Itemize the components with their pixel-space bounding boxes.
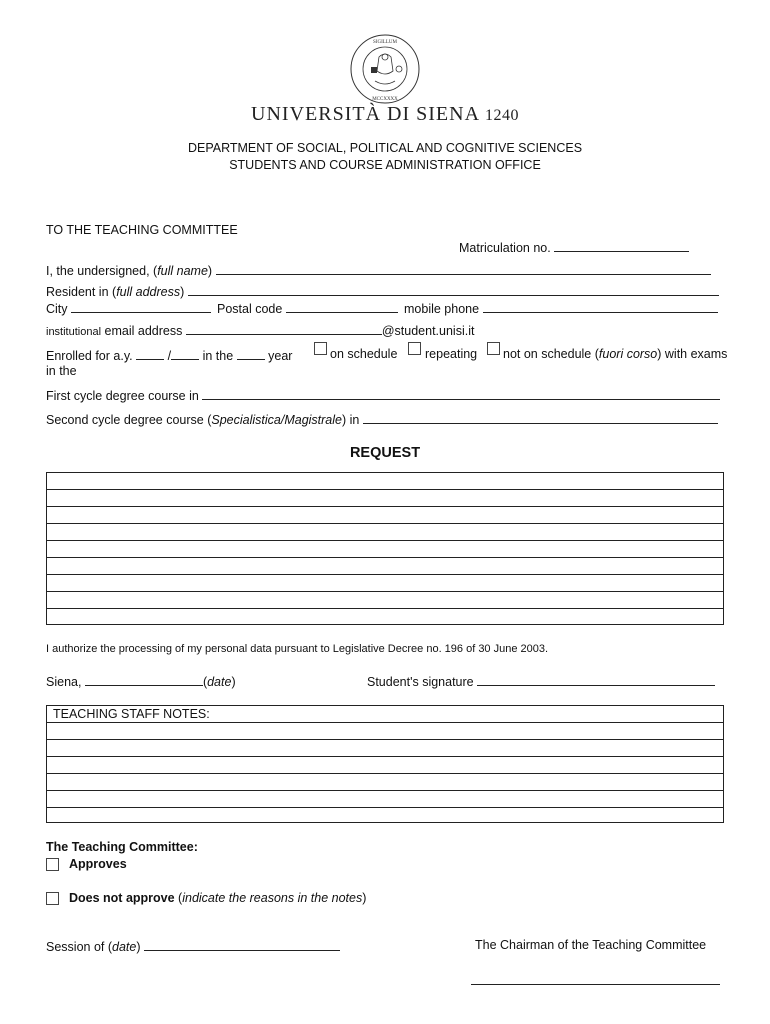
chairman-label: The Chairman of the Teaching Committee — [475, 938, 707, 952]
enrollment-continuation: in the — [46, 364, 77, 378]
office-title: STUDENTS AND COURSE ADMINISTRATION OFFICE — [229, 158, 541, 172]
request-table[interactable] — [46, 472, 724, 625]
first-cycle-field[interactable]: First cycle degree course in — [46, 387, 720, 403]
svg-text:SIGILLUM: SIGILLUM — [373, 40, 397, 45]
data-authorization: I authorize the processing of my personal data pursuant to Legislative Decree no. 196 of 30 June 2003. — [46, 643, 549, 655]
matriculation-field[interactable]: Matriculation no. — [459, 239, 689, 255]
enrollment-field: Enrolled for a.y. / in the year — [46, 349, 293, 363]
chairman-signature-line[interactable] — [471, 972, 720, 985]
session-date-field[interactable]: Session of (date) — [46, 938, 340, 954]
student-signature-field[interactable]: Student's signature — [367, 673, 715, 689]
email-field[interactable]: institutional email address @student.unisi.it — [46, 324, 475, 338]
addressee: TO THE TEACHING COMMITTEE — [46, 223, 238, 237]
department-title: DEPARTMENT OF SOCIAL, POLITICAL AND COGNITIVE SCIENCES — [187, 141, 583, 155]
does-not-approve-label: Does not approve (indicate the reasons in the notes) — [69, 891, 367, 905]
teaching-staff-notes-table[interactable] — [46, 705, 724, 823]
postal-code-field[interactable]: Postal code — [217, 300, 398, 316]
request-title: REQUEST — [349, 445, 421, 461]
on-schedule-checkbox[interactable] — [314, 342, 327, 355]
second-cycle-field[interactable]: Second cycle degree course (Specialistica/Magistrale) in — [46, 411, 718, 427]
university-seal-icon — [349, 33, 421, 105]
approves-label: Approves — [69, 857, 127, 871]
does-not-approve-checkbox[interactable] — [46, 892, 59, 905]
mobile-phone-field[interactable]: mobile phone — [404, 300, 718, 316]
not-on-schedule-checkbox[interactable] — [487, 342, 500, 355]
address-field[interactable]: Resident in (full address) — [46, 283, 719, 299]
repeating-label: repeating — [425, 347, 478, 361]
notes-title: TEACHING STAFF NOTES: — [53, 707, 210, 721]
repeating-checkbox[interactable] — [408, 342, 421, 355]
city-field[interactable]: City — [46, 300, 211, 316]
on-schedule-label: on schedule — [330, 347, 398, 361]
full-name-field[interactable]: I, the undersigned, (full name) — [46, 262, 711, 278]
place-date-field[interactable]: Siena, (date) — [46, 675, 236, 689]
approves-checkbox[interactable] — [46, 858, 59, 871]
committee-title: The Teaching Committee: — [46, 840, 198, 854]
not-on-schedule-label: not on schedule (fuori corso) with exams — [503, 347, 728, 361]
svg-text:MCCXXXX: MCCXXXX — [372, 97, 398, 102]
university-name: UNIVERSITÀ DI SIENA 1240 — [251, 103, 519, 125]
